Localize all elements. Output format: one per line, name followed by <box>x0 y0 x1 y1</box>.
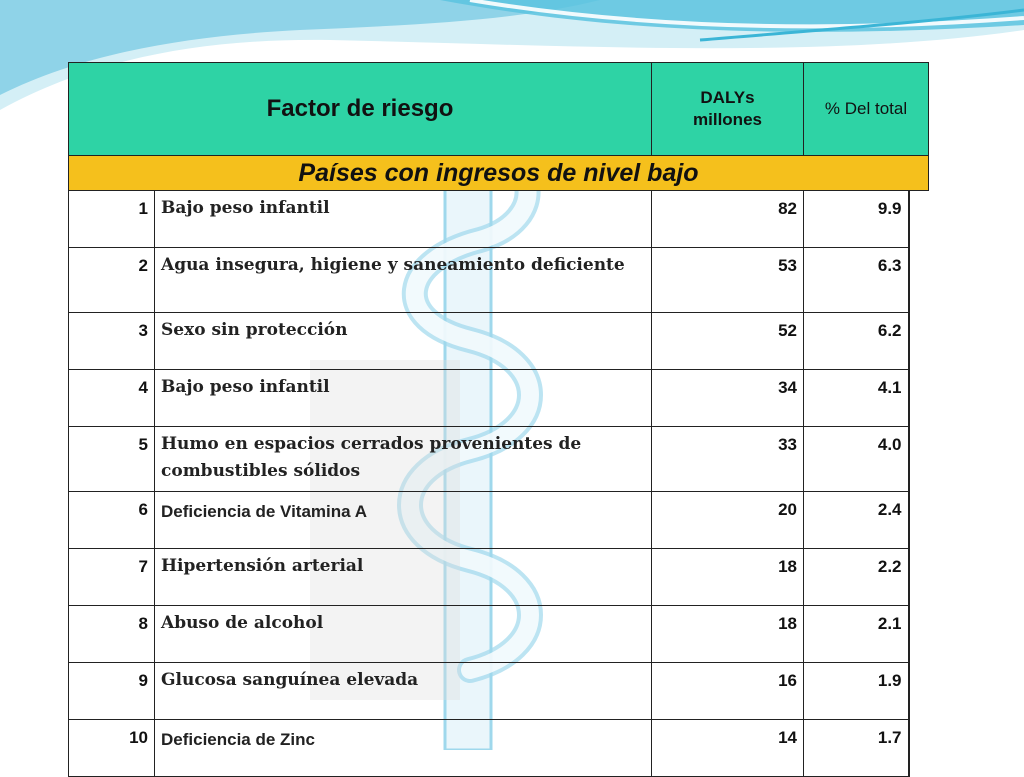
row-pct: 2.1 <box>804 606 909 663</box>
row-rank: 3 <box>69 313 155 370</box>
row-pct: 1.9 <box>804 663 909 720</box>
header-pct-label: % Del total <box>824 99 908 118</box>
row-pct: 4.1 <box>804 370 909 427</box>
row-rank: 2 <box>69 248 155 313</box>
row-dalys: 33 <box>652 427 804 492</box>
row-dalys: 16 <box>652 663 804 720</box>
row-pct: 1.7 <box>804 720 909 777</box>
row-rank: 8 <box>69 606 155 663</box>
row-factor: Sexo sin protección <box>155 313 652 370</box>
row-factor: Agua insegura, higiene y saneamiento deficiente <box>155 248 652 313</box>
header-factor-cell <box>69 63 652 156</box>
row-dalys: 14 <box>652 720 804 777</box>
row-pct: 2.2 <box>804 549 909 606</box>
row-dalys: 18 <box>652 549 804 606</box>
row-factor: Bajo peso infantil <box>155 370 652 427</box>
header-dalys-line2: millones <box>693 110 762 129</box>
header-dalys-cell <box>652 63 804 156</box>
table-row <box>69 663 929 720</box>
row-pct: 9.9 <box>804 191 909 248</box>
row-rank: 9 <box>69 663 155 720</box>
row-dalys: 52 <box>652 313 804 370</box>
table-row <box>69 191 929 248</box>
section-title-row <box>69 156 929 191</box>
row-factor: Deficiencia de Vitamina A <box>155 492 652 549</box>
row-rank: 1 <box>69 191 155 248</box>
risk-factor-table <box>68 62 929 777</box>
header-pct-cell <box>804 63 929 156</box>
row-pct: 2.4 <box>804 492 909 549</box>
row-pct: 6.3 <box>804 248 909 313</box>
row-dalys: 20 <box>652 492 804 549</box>
table-row <box>69 313 929 370</box>
section-title: Países con ingresos de nivel bajo <box>69 156 929 191</box>
row-rank: 5 <box>69 427 155 492</box>
row-rank: 4 <box>69 370 155 427</box>
row-dalys: 82 <box>652 191 804 248</box>
row-dalys: 53 <box>652 248 804 313</box>
table-row <box>69 427 929 492</box>
row-dalys: 34 <box>652 370 804 427</box>
row-pct: 6.2 <box>804 313 909 370</box>
row-factor: Humo en espacios cerrados provenientes de combustibles sólidos <box>155 427 652 492</box>
header-dalys-line1: DALYs <box>700 88 755 107</box>
header-factor-label: Factor de riesgo <box>266 95 454 122</box>
row-rank: 10 <box>69 720 155 777</box>
row-factor: Bajo peso infantil <box>155 191 652 248</box>
row-factor: Hipertensión arterial <box>155 549 652 606</box>
row-rank: 6 <box>69 492 155 549</box>
row-rank: 7 <box>69 549 155 606</box>
table-row <box>69 606 929 663</box>
table-row <box>69 492 929 549</box>
row-factor: Glucosa sanguínea elevada <box>155 663 652 720</box>
row-factor: Abuso de alcohol <box>155 606 652 663</box>
table-row <box>69 549 929 606</box>
table-row <box>69 370 929 427</box>
table-row <box>69 248 929 313</box>
table-header-row <box>69 63 929 156</box>
row-pct: 4.0 <box>804 427 909 492</box>
row-factor: Deficiencia de Zinc <box>155 720 652 777</box>
row-dalys: 18 <box>652 606 804 663</box>
